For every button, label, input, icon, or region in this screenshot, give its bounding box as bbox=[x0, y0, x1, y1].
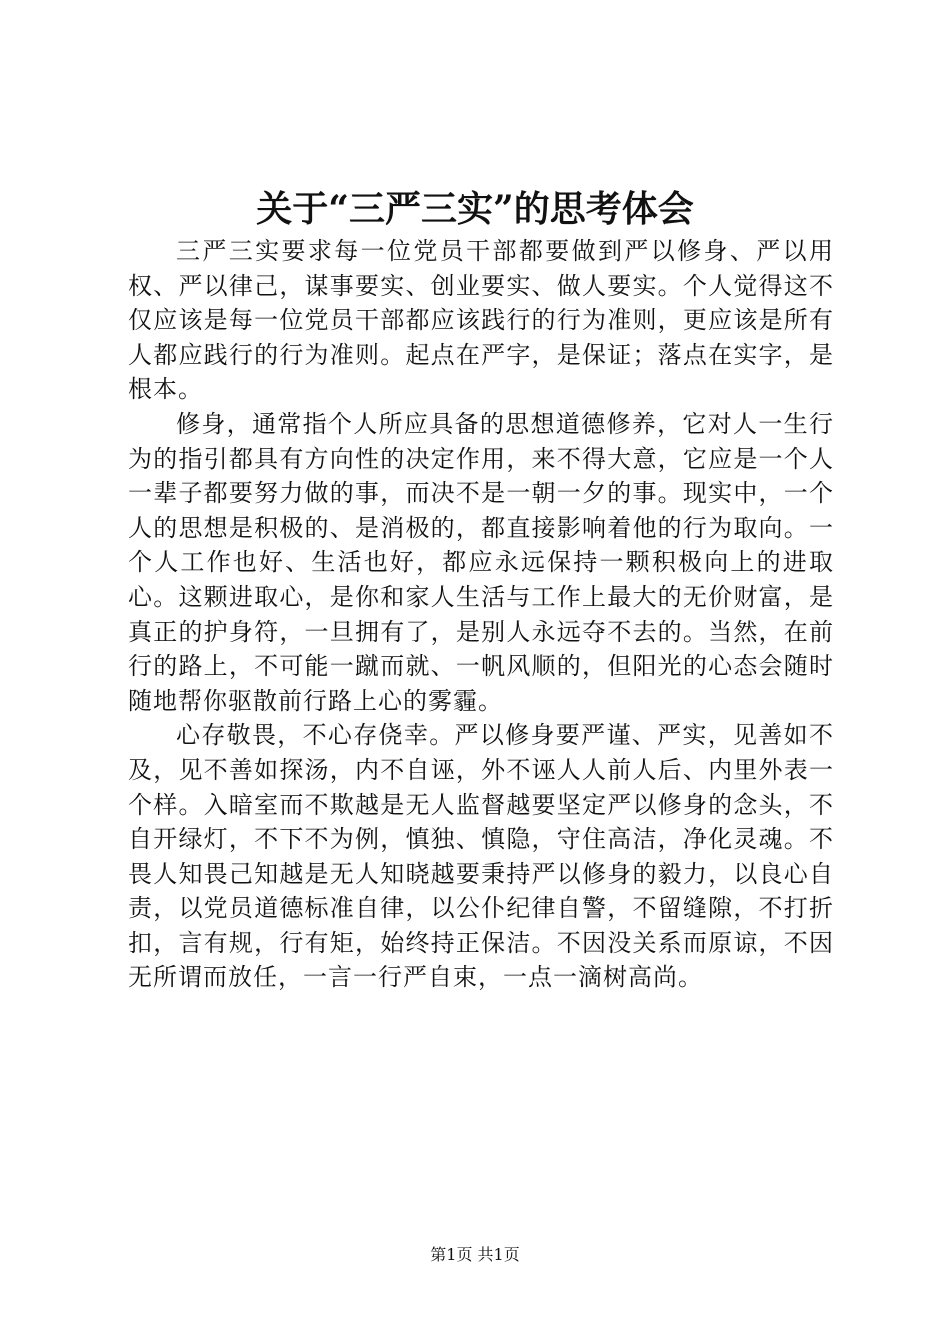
paragraph-3: 心存敬畏，不心存侥幸。严以修身要严谨、严实，见善如不及，见不善如探汤，内不自诬，外不诬人人前人后、内里外表一个样。入暗室而不欺越是无人监督越要坚定严以修身的念头，不自开绿灯，不下不为例，慎独、慎隐，守住高洁，净化灵魂。不畏人知畏己知越是无人知晓越要秉持严以修身的毅力，以良心自责，以党员道德标准自律，以公仆纪律自警，不留缝隙，不打折扣，言有规，行有矩，始终持正保洁。不因没关系而原谅，不因无所谓而放任，一言一行严自束，一点一滴树高尚。 bbox=[128, 721, 834, 992]
paragraph-2: 修身，通常指个人所应具备的思想道德修养，它对人一生行为的指引都具有方向性的决定作用，来不得大意，它应是一个人一辈子都要努力做的事，而决不是一朝一夕的事。现实中，一个人的思想是积极的、是消极的，都直接影响着他的行为取向。一个人工作也好、生活也好，都应永远保持一颗积极向上的进取心。这颗进取心，是你和家人生活与工作上最大的无价财富，是真正的护身符，一旦拥有了，是别人永远夺不去的。当然，在前行的路上，不可能一蹴而就、一帆风顺的，但阳光的心态会随时随地帮你驱散前行路上心的雾霾。 bbox=[128, 409, 834, 715]
document-title: 关于“三严三实”的思考体会 bbox=[256, 188, 694, 230]
paragraph-1: 三严三实要求每一位党员干部都要做到严以修身、严以用权、严以律己，谋事要实、创业要实、做人要实。个人觉得这不仅应该是每一位党员干部都应该践行的行为准则，更应该是所有人都应践行的行为准则。起点在严字，是保证；落点在实字，是根本。 bbox=[128, 237, 834, 404]
document-body bbox=[128, 234, 834, 995]
page-footer: 第1页 共1页 bbox=[430, 1245, 520, 1264]
